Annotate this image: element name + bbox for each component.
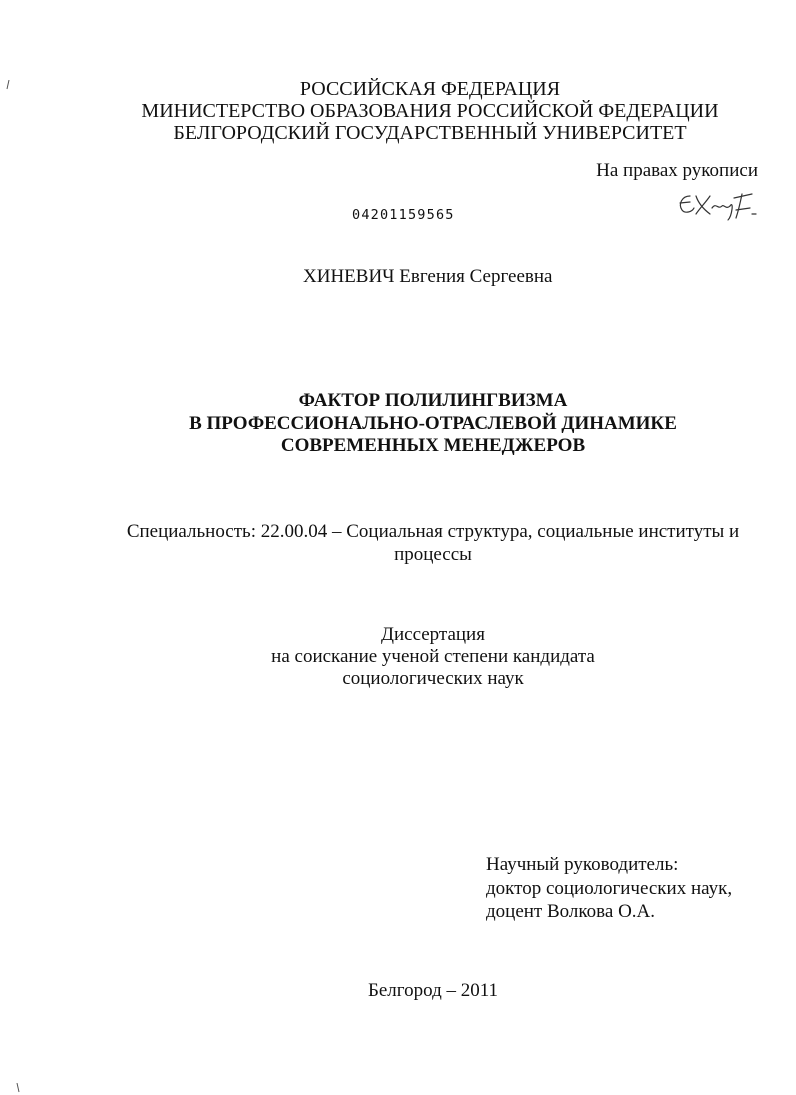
header-ministry: МИНИСТЕРСТВО ОБРАЗОВАНИЯ РОССИЙСКОЙ ФЕДЕРАЦИИ — [141, 100, 719, 122]
degree-line-3: социологических наук — [342, 668, 524, 689]
dissertation-title — [35, 390, 796, 458]
scientific-advisor — [486, 853, 732, 924]
institution-header — [60, 78, 796, 144]
advisor-name: доцент Волкова О.А. — [486, 901, 656, 922]
specialty-line-1: Специальность: 22.00.04 – Социальная структура, социальные институты и — [126, 521, 740, 542]
scan-mark-top — [6, 80, 10, 90]
specialty-line-2: процессы — [394, 544, 472, 565]
specialty — [40, 520, 796, 566]
title-line-2: В ПРОФЕССИОНАЛЬНО-ОТРАСЛЕВОЙ ДИНАМИКЕ — [189, 412, 677, 434]
title-line-3: СОВРЕМЕННЫХ МЕНЕДЖЕРОВ — [280, 435, 586, 456]
scan-mark-bottom — [16, 1083, 20, 1093]
degree-statement — [35, 624, 796, 690]
city-year: Белгород – 2011 — [367, 980, 499, 1001]
degree-line-2: на соискание ученой степени кандидата — [271, 646, 595, 667]
handwritten-signature — [676, 188, 760, 222]
title-line-1: ФАКТОР ПОЛИЛИНГВИЗМА — [298, 390, 568, 411]
advisor-label: Научный руководитель: — [486, 854, 679, 875]
degree-line-1: Диссертация — [381, 624, 485, 645]
advisor-degree: доктор социологических наук, — [486, 877, 733, 899]
author-name: ХИНЕВИЧ Евгения Сергеевна — [303, 266, 553, 287]
library-code: 04201159565 — [352, 207, 455, 223]
rights-note: На правах рукописи — [596, 160, 758, 181]
header-country: РОССИЙСКАЯ ФЕДЕРАЦИЯ — [299, 78, 561, 100]
header-university: БЕЛГОРОДСКИЙ ГОСУДАРСТВЕННЫЙ УНИВЕРСИТЕТ — [173, 122, 687, 144]
